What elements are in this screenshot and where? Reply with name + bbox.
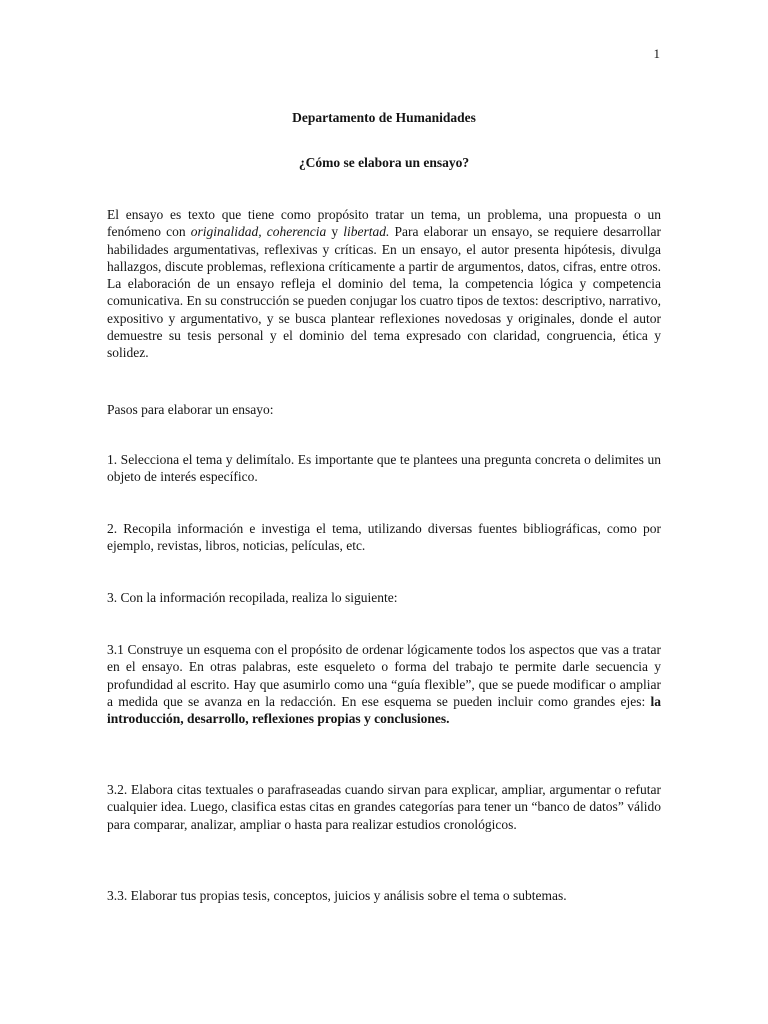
- page-number: 1: [653, 46, 660, 61]
- department-heading: Departamento de Humanidades: [292, 110, 476, 125]
- document-title: ¿Cómo se elabora un ensayo?: [298, 155, 470, 170]
- step-3-1-sep-2: ,: [245, 711, 253, 727]
- step-2-text: 2. Recopila información e investiga el tema, utilizando diversas fuentes bibliográficas, como por ejemplo, revistas, libros, noticias, películas, etc.: [107, 521, 661, 554]
- step-3-paragraph: [107, 589, 661, 606]
- step-3-2-paragraph: [107, 781, 661, 833]
- intro-text-1: El ensayo es texto que tiene como propósito tratar un tema, un problema, una propuesta o un fenómeno con: [107, 207, 661, 240]
- step-3-1-bold-introduccion: la introducción: [107, 693, 661, 727]
- step-3-1-paragraph: [107, 641, 661, 727]
- step-3-3-text: 3.3. Elaborar tus propias tesis, conceptos, juicios y análisis sobre el tema o subtemas.: [107, 888, 567, 903]
- step-3-3-paragraph: [107, 887, 661, 904]
- intro-text-2: Para elaborar un ensayo, se requiere desarrollar habilidades argumentativas, reflexivas y críticas. En un ensayo, el autor presenta hipótesis, divulga hallazgos, discute problemas, reflexiona críticamente a partir de argumentos, datos, cifras, entre otros. La elaboración de un ensayo refleja el dominio del tema, la competencia lógica y competencia comunicativa. En su construcción se pueden conjugar los cuatro tipos de textos: descriptivo, narrativo, expositivo y argumentativo, y se busca plantear reflexiones novedosas y originales, donde el autor demuestre su tesis personal y el dominio del tema expresado con claridad, congruencia, ética y solidez.: [107, 224, 662, 361]
- intro-and: y: [326, 224, 344, 240]
- intro-emphasis-1: originalidad, coherencia: [190, 224, 327, 240]
- step-1-text: 1. Selecciona el tema y delimítalo. Es importante que te plantees una pregunta concreta o delimites un objeto de interés específico.: [107, 452, 661, 485]
- steps-heading: [107, 401, 661, 418]
- step-3-1-bold-reflexiones: reflexiones propias y conclusiones.: [252, 711, 450, 727]
- step-2-paragraph: [107, 520, 661, 555]
- step-3-1-sep-1: ,: [180, 711, 188, 727]
- intro-paragraph: [107, 206, 661, 362]
- step-1-paragraph: [107, 451, 661, 486]
- steps-heading-text: Pasos para elaborar un ensayo:: [107, 402, 274, 417]
- step-3-text: 3. Con la información recopilada, realiza lo siguiente:: [107, 590, 398, 605]
- step-3-1-bold-desarrollo: desarrollo: [187, 711, 246, 727]
- step-3-1-text: 3.1 Construye un esquema con el propósito de ordenar lógicamente todos los aspectos que vas a tratar en el ensayo. En otras palabras, este esqueleto o forma del trabajo te permite darle secuencia y profundidad al escrito. Hay que asumirlo como una “guía flexible”, que se puede modificar o ampliar a medida que se avanza en la redacción. En ese esquema se pueden incluir como grandes ejes:: [107, 642, 661, 709]
- intro-emphasis-2: libertad.: [343, 224, 390, 240]
- step-3-2-text: 3.2. Elabora citas textuales o parafraseadas cuando sirvan para explicar, ampliar, argumentar o refutar cualquier idea. Luego, clasifica estas citas en grandes categorías para tener un “banco de datos” válido para comparar, analizar, ampliar o hasta para realizar estudios cronológicos.: [107, 782, 661, 832]
